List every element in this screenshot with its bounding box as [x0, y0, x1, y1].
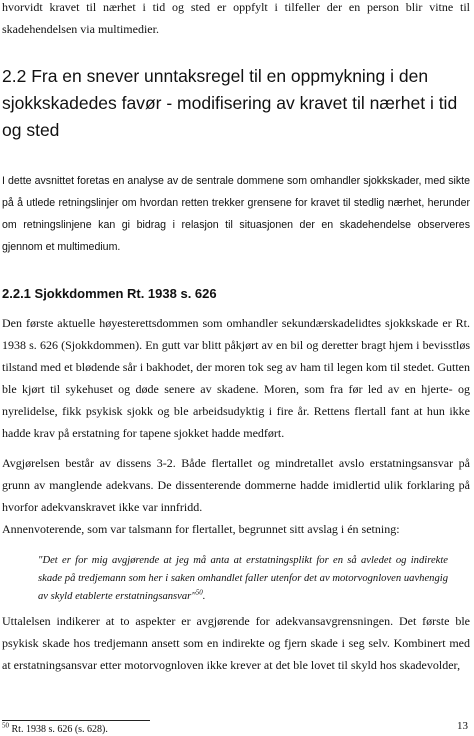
quote-text: "Det er for mig avgjørende at jeg må anta at erstatningsplikt for en så avledet og indirekte skade på tredjemann som her i saken omhandlet faller utenfor det av motorvognloven uavhengig av skyld etablerte erstatningsansvar" [38, 555, 448, 602]
section-heading: 2.2 Fra en snever unntaksregel til en oppmykning i den sjokkskadedes favør - modifisering av kravet til nærhet i tid og sted [2, 66, 458, 140]
page-number: 13 [457, 720, 468, 732]
intro-continuation-paragraph: hvorvidt kravet til nærhet i tid og sted er oppfylt i tilfeller der en person blir vitne til skadehendelsen via multimedier. [2, 0, 470, 36]
footnote [2, 721, 108, 736]
paragraph-2: Avgjørelsen består av dissens 3-2. Både flertallet og mindretallet avslo erstatningsansvar på grunn av manglende adekvans. De dissenterende dommerne hadde imidlertid ulik forklaring på hvorfor adekvanskravet ikke var innfridd. [2, 456, 470, 514]
paragraph-3: Annenvoterende, som var talsmann for flertallet, begrunnet sitt avslag i én setning: [2, 522, 400, 536]
section-intro-paragraph: I dette avsnittet foretas en analyse av de sentrale dommene som omhandler sjokkskader, med sikte på å utlede retningslinjer om hvordan retten trekker grensene for kravet til stedlig nærhet, herunder om retningslinjene kan gi bidrag i relasjon til situasjonen der en skadehendelse observeres gjennom et multimedium. [2, 175, 470, 253]
quote-footnote-ref[interactable]: 50 [195, 588, 203, 597]
block-quote: "Det er for mig avgjørende at jeg må anta at erstatningsplikt for en så avledet og indirekte skade på tredjemann som her i saken omhandlet faller utenfor det av motorvognloven uavhengig av skyld etablerte erstatningsansvar"$^{50}$. [38, 555, 448, 602]
footnote-text: Rt. 1938 s. 626 (s. 628). [11, 724, 108, 735]
paragraph-1: Den første aktuelle høyesterettsdommen som omhandler sekundærskadelidtes sjokkskade er Rt. 1938 s. 626 (Sjokkdommen). En gutt var blitt påkjørt av en bil og deretter bragt hjem i bevisstløs tilstand med et blødende sår i bakhodet, der moren tok seg av ham til legen kom til stedet. Gutten ble kjørt til sykehuset og døde senere av skadene. Moren, som fra før led av en hjerte- og nyrelidelse, fikk psykisk sjokk og ble arbeidsudyktig i fire år. Rettens flertall fant at hun ikke hadde krav på erstatning for tapene sjokket hadde medført. [2, 316, 470, 440]
paragraph-4: Uttalelsen indikerer at to aspekter er avgjørende for adekvansavgrensningen. Det første ble psykisk skade hos tredjemann ansett som en indirekte og fjern skade i seg selv. Kombinert med at erstatningsansvar etter motorvognloven ikke krever at det ble lovet til skyld hos skadevolder, [2, 614, 470, 672]
subsection-heading: 2.2.1 Sjokkdommen Rt. 1938 s. 626 [2, 286, 217, 301]
footnote-divider [2, 720, 150, 721]
footnote-number: 50 [2, 721, 9, 730]
